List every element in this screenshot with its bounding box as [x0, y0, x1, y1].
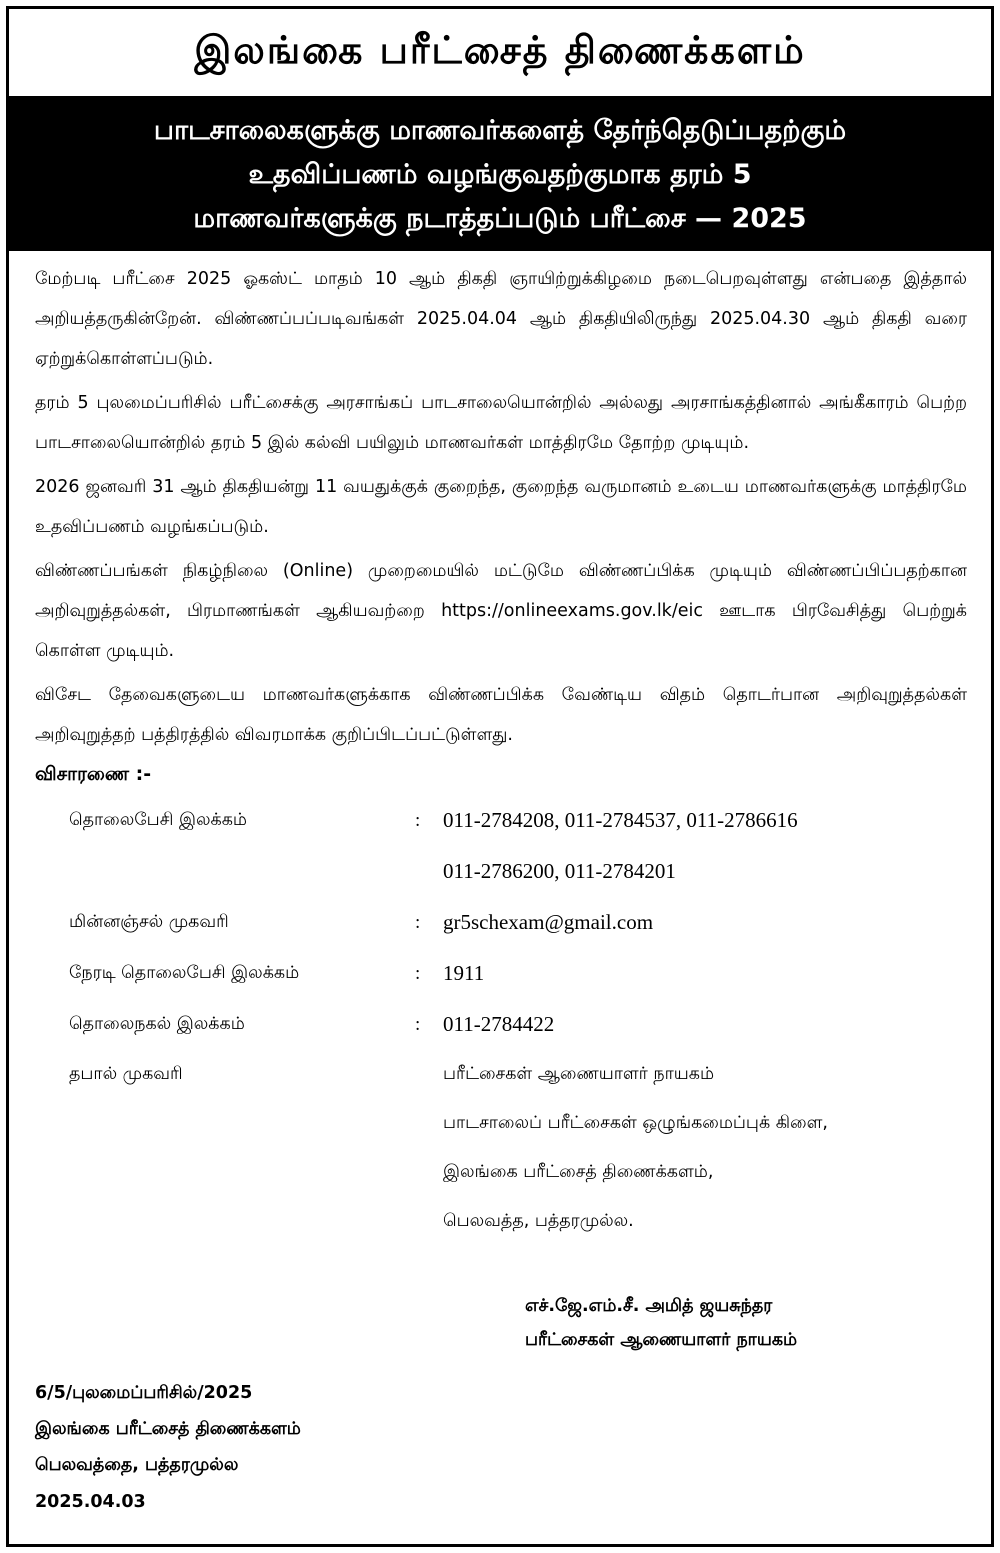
banner-line-3: மாணவர்களுக்கு நடாத்தப்படும் பரீட்சை — 2025: [193, 203, 807, 234]
reference-department: இலங்கை பரீட்சைத் திணைக்களம்: [35, 1419, 301, 1439]
exam-banner: [9, 99, 991, 251]
reference-block: [35, 1376, 967, 1520]
paragraph-online-application: விண்ணப்பங்கள் நிகழ்நிலை (Online) முறைமையில் மட்டுமே விண்ணப்பிக்க முடியும் விண்ணப்பிப்பதற்கான அறிவுறுத்தல்கள், பிரமாணங்கள் ஆகியவற்றை https://onlineexams.gov.lk/eic ஊடாக பிரவேசித்து பெற்றுக் கொள்ள முடியும்.: [35, 561, 967, 661]
postal-line-3: இலங்கை பரீட்சைத் திணைக்களம்,: [443, 1161, 714, 1182]
email-colon: :: [415, 911, 421, 933]
postal-address: [443, 1050, 967, 1246]
hotline-label: நேரடி தொலைபேசி இலக்கம்: [69, 962, 300, 983]
signatory-name: எச்.ஜே.எம்.சீ. அமித் ஜயசுந்தர: [525, 1296, 773, 1316]
paragraph-special-needs: விசேட தேவைகளுடைய மாணவர்களுக்காக விண்ணப்பிக்க வேண்டிய விதம் தொடர்பான அறிவுறுத்தல்கள் அறிவுறுத்தற் பத்திரத்தில் விவரமாக்க குறிப்பிடப்பட்டுள்ளது.: [35, 685, 967, 745]
email-address[interactable]: gr5schexam@gmail.com: [443, 910, 654, 934]
phone-colon: :: [415, 809, 421, 831]
hotline-row: [35, 948, 967, 999]
phone-row-2: [35, 846, 967, 897]
postal-label: தபால் முகவரி: [69, 1063, 183, 1084]
reference-code: 6/5/புலமைப்பரிசில்/2025: [35, 1383, 253, 1403]
notice-body: [9, 251, 991, 1520]
fax-label: தொலைநகல் இலக்கம்: [69, 1013, 245, 1034]
signatory-designation: பரீட்சைகள் ஆணையாளர் நாயகம்: [525, 1330, 798, 1350]
email-label: மின்னஞ்சல் முகவரி: [69, 911, 229, 932]
fax-number: 011-2784422: [443, 1012, 555, 1036]
phone-numbers-1: 011-2784208, 011-2784537, 011-2786616: [443, 808, 798, 832]
postal-row: [35, 1050, 967, 1246]
postal-line-1: பரீட்சைகள் ஆணையாளர் நாயகம்: [443, 1063, 715, 1084]
hotline-colon: :: [415, 962, 421, 984]
paragraph-eligibility: தரம் 5 புலமைப்பரிசில் பரீட்சைக்கு அரசாங்கப் பாடசாலையொன்றில் அல்லது அரசாங்கத்தினால் அங்கீகாரம் பெற்ற பாடசாலையொன்றில் தரம் 5 இல் கல்வி பயிலும் மாணவர்கள் மாத்திரமே தோற்ற முடியும்.: [35, 393, 967, 453]
phone-numbers-2: 011-2786200, 011-2784201: [443, 859, 676, 883]
reference-date: 2025.04.03: [35, 1492, 146, 1512]
hotline-number: 1911: [443, 961, 485, 985]
enquiries-heading: விசாரணை :-: [35, 762, 152, 785]
signature-block: [525, 1290, 967, 1358]
notice-frame: [6, 6, 994, 1547]
phone-label: தொலைபேசி இலக்கம்: [69, 809, 247, 830]
postal-line-4: பெலவத்த, பத்தரமுல்ல.: [443, 1210, 634, 1231]
department-title: இலங்கை பரீட்சைத் திணைக்களம்: [9, 9, 991, 99]
banner-line-2: உதவிப்பணம் வழங்குவதற்குமாக தரம் 5: [248, 159, 752, 190]
reference-place: பெலவத்தை, பத்தரமுல்ல: [35, 1455, 239, 1475]
fax-colon: :: [415, 1013, 421, 1035]
paragraph-bursary: 2026 ஜனவரி 31 ஆம் திகதியன்று 11 வயதுக்குக் குறைந்த, குறைந்த வருமானம் உடைய மாணவர்களுக்கு மாத்திரமே உதவிப்பணம் வழங்கப்படும்.: [35, 477, 967, 537]
paragraph-exam-date: மேற்படி பரீட்சை 2025 ஓகஸ்ட் மாதம் 10 ஆம் திகதி ஞாயிற்றுக்கிழமை நடைபெறவுள்ளது என்பதை இத்தால் அறியத்தருகின்றேன். விண்ணப்பப்படிவங்கள் 2025.04.04 ஆம் திகதியிலிருந்து 2025.04.30 ஆம் திகதி வரை ஏற்றுக்கொள்ளப்படும்.: [35, 269, 967, 369]
email-row: [35, 897, 967, 948]
phone-row: [35, 795, 967, 846]
postal-line-2: பாடசாலைப் பரீட்சைகள் ஒழுங்கமைப்புக் கிளை,: [443, 1112, 828, 1133]
banner-line-1: பாடசாலைகளுக்கு மாணவர்களைத் தேர்ந்தெடுப்பதற்கும்: [153, 115, 847, 146]
fax-row: [35, 999, 967, 1050]
